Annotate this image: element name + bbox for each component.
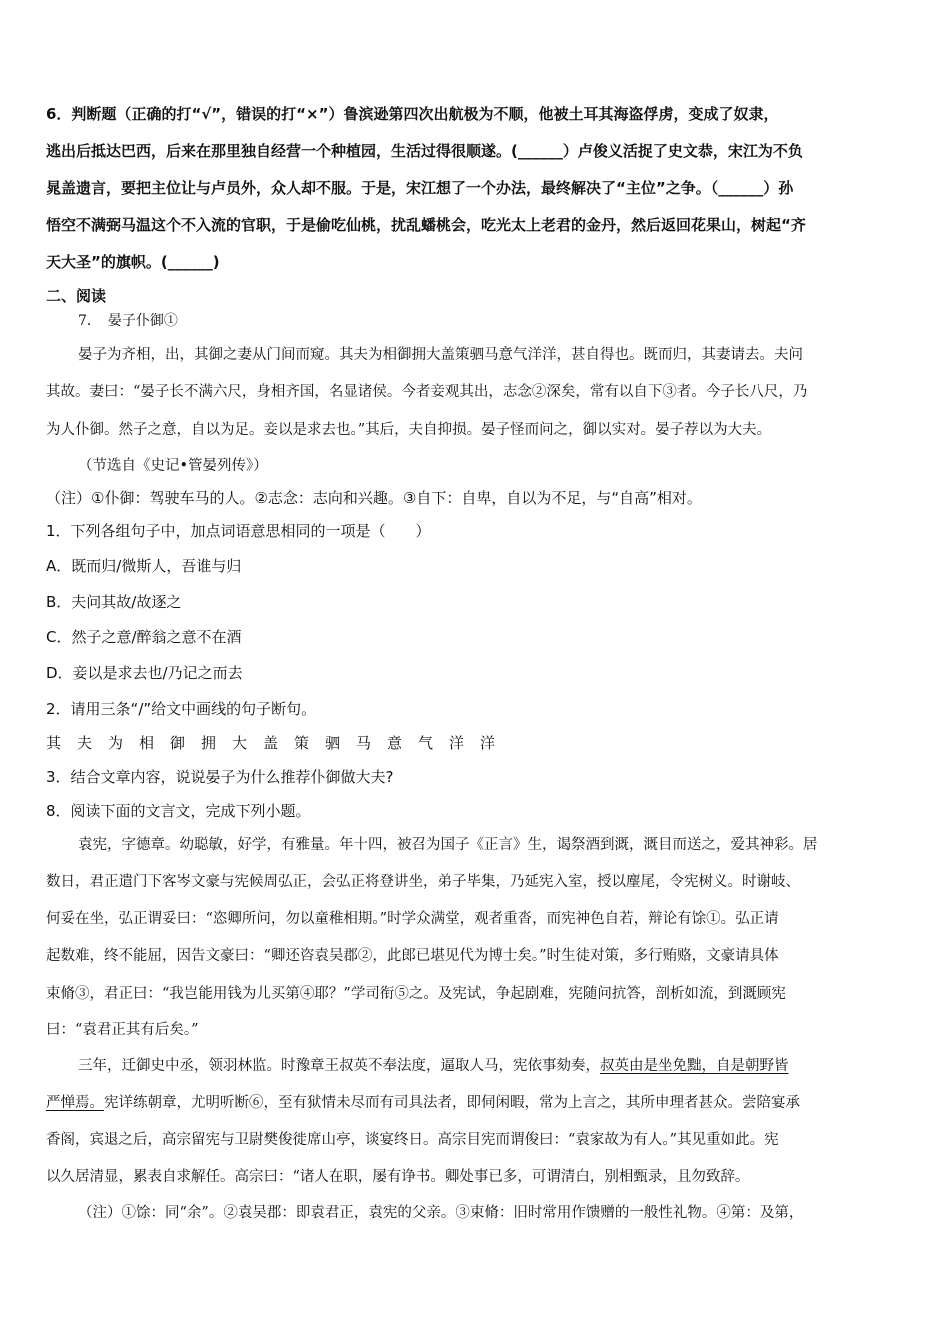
q6-line-4: 悟空不满弼马温这个不入流的官职，于是偷吃仙桃，扰乱蟠桃会，吃光太上老君的金丹，然后返回花果山，树起“齐	[46, 216, 806, 234]
q8-p2-line-1	[78, 1056, 789, 1076]
q6-line-1: 6．判断题（正确的打“√”，错误的打“×”）鲁滨逊第四次出航极为不顺，他被土耳其海盗俘虏，变成了奴隶，	[46, 105, 779, 123]
underlined-sentence-start: 叔英由是坐免黜，自是朝野皆	[600, 1058, 789, 1074]
q7-passage-line-1: 晏子为齐相，出，其御之妻从门间而窥。其夫为相御拥大盖策驷马意气洋洋，甚自得也。既而归，其妻请去。夫问	[78, 347, 803, 363]
q6-line-2: 逃出后抵达巴西，后来在那里独自经营一个种植园，生活过得很顺遂。(______）卢俊义活捉了史文恭，宋江为不负	[46, 142, 803, 160]
q8-p2-line-2-text: 宪详练朝章，尤明听断⑥，至有狱情未尽而有司具法者，即伺闲暇，常为上言之，其所申理者甚众。尝陪宴承	[104, 1095, 800, 1111]
q7-option-c: C．然子之意/醉翁之意不在酒	[46, 628, 242, 646]
section-title: 二、阅读	[46, 287, 107, 305]
q7-title: 7． 晏子仆御①	[78, 313, 178, 329]
q7-source: （节选自《史记•管晏列传》）	[78, 458, 268, 474]
q8-p2-line-4: 以久居清显，累表自求解任。高宗曰：“诸人在职，屡有诤书。卿处事已多，可谓清白，别相甄录，且勿致辞。	[46, 1169, 750, 1185]
q8-p2-line-2	[46, 1093, 800, 1113]
q7-sentence: 其夫为相御拥大盖策驷马意气洋洋	[46, 734, 512, 752]
q8-p1-line-6: 曰：“袁君正其有后矣。”	[46, 1022, 199, 1038]
q6-line-3: 晁盖遗言，要把主位让与卢员外，众人却不服。于是，宋江想了一个办法，最终解决了“主位”之争。（______）孙	[46, 179, 794, 197]
q7-sub3: 3．结合文章内容，说说晏子为什么推荐仆御做大夫?	[46, 768, 394, 786]
q7-option-d: D．妾以是求去也/乃记之而去	[46, 664, 243, 682]
q8-p1-line-1: 袁宪，字德章。幼聪敏，好学，有雅量。年十四，被召为国子《正言》生，谒祭酒到溉，溉目而送之，爱其神彩。居	[78, 837, 818, 853]
q7-note: （注）①仆御：驾驶车马的人。②志念：志向和兴趣。③自下：自卑，自以为不足，与“自高”相对。	[46, 489, 702, 507]
q8-note: （注）①馀：同“余”。②袁吴郡：即袁君正，袁宪的父亲。③束脩：旧时常用作馈赠的一般性礼物。④第：及第，	[78, 1205, 804, 1221]
q7-passage-line-2: 其故。妻曰：“晏子长不满六尺，身相齐国，名显诸侯。今者妾观其出，志念②深矣，常有以自下③者。今子长八尺，乃	[46, 384, 808, 400]
q8-p2-line-3: 香阁，宾退之后，高宗留宪与卫尉樊俊徙席山亭，谈宴终日。高宗目宪而谓俊曰：“袁家故为有人。”其见重如此。宪	[46, 1132, 779, 1148]
q8-p1-line-4: 起数难，终不能屈，因告文豪曰：“卿还咨袁吴郡②，此郎已堪见代为博士矣。”时生徒对策，多行贿赂，文豪请具体	[46, 948, 779, 964]
q8-title: 8．阅读下面的文言文，完成下列小题。	[46, 802, 311, 820]
q8-p1-line-2: 数日，君正遣门下客岑文豪与宪候周弘正，会弘正将登讲坐，弟子毕集，乃延宪入室，授以麈尾，令宪树义。时谢岐、	[46, 874, 800, 890]
q7-sub2: 2．请用三条“/”给文中画线的句子断句。	[46, 700, 317, 718]
q7-option-b: B．夫问其故/故逐之	[46, 593, 182, 611]
q8-p2-line-1-text: 三年，迁御史中丞，领羽林监。时豫章王叔英不奉法度，逼取人马，宪依事劾奏，	[78, 1058, 600, 1074]
q7-option-a: A．既而归/微斯人，吾谁与归	[46, 557, 242, 575]
q8-p1-line-3: 何妥在坐，弘正谓妥曰：“恣卿所问，勿以童稚相期。”时学众满堂，观者重沓，而宪神色自若，辩论有馀①。弘正请	[46, 911, 779, 927]
underlined-sentence-end: 严惮焉。	[46, 1095, 104, 1111]
q6-line-5: 天大圣”的旗帜。(______)	[46, 253, 220, 271]
q8-p1-line-5: 束脩③，君正曰：“我岂能用钱为儿买第④耶？”学司衔⑤之。及宪试，争起剧难，宪随问抗答，剖析如流，到溉顾宪	[46, 986, 786, 1002]
q7-passage-line-3: 为人仆御。然子之意，自以为足。妾以是求去也。”其后，夫自抑损。晏子怪而问之，御以实对。晏子荐以为大夫。	[46, 422, 772, 438]
q7-sub1: 1．下列各组句子中，加点词语意思相同的一项是（ ）	[46, 522, 431, 540]
